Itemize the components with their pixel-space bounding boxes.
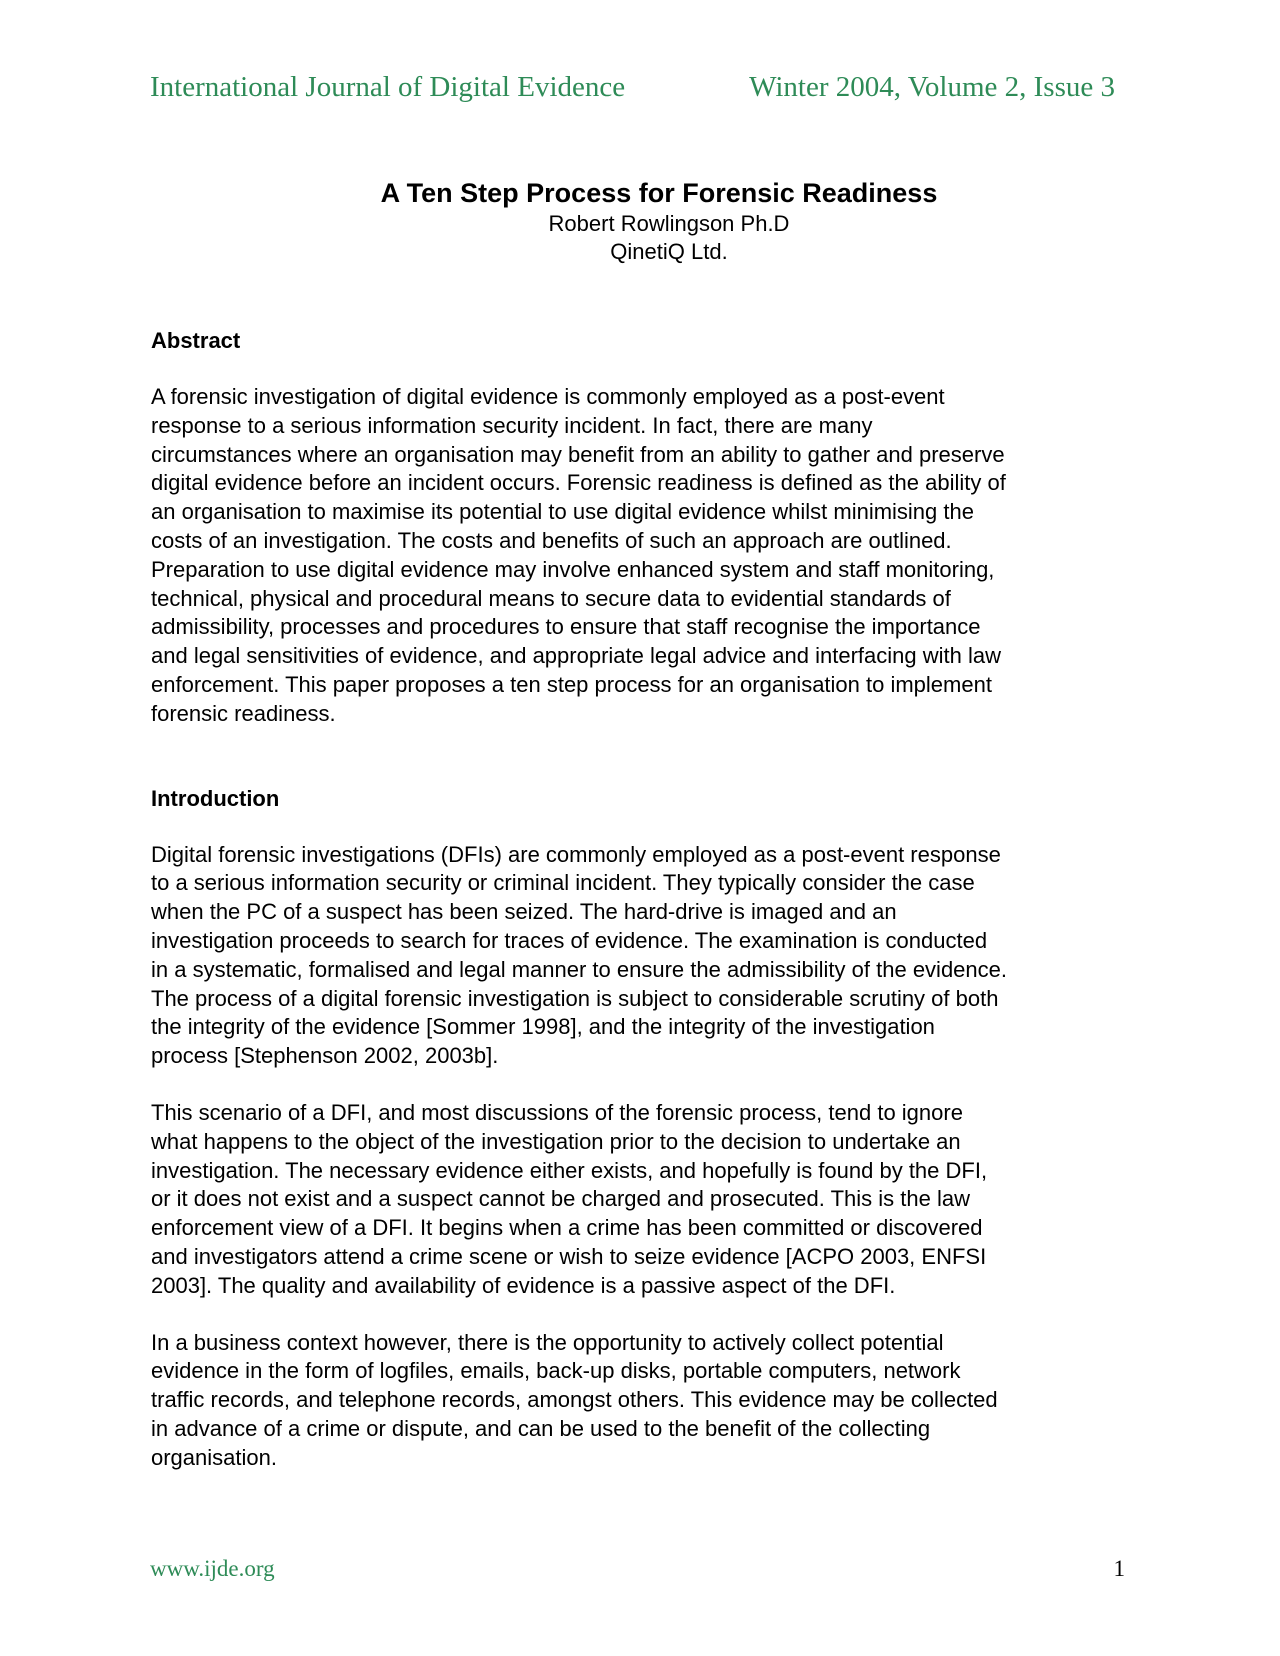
intro-paragraph-2: This scenario of a DFI, and most discussions of the forensic process, tend to ignore what happens to the object of the investigation prior to the decision to undertake an investigation. The necessary evidence either exists, and hopefully is found by the DFI, or it does not exist and a suspect cannot be charged and prosecuted. This is the law enforcement view of a DFI. It begins when a crime has been committed or discovered and investigators attend a crime scene or wish to seize evidence [ACPO 2003, ENFSI 2003]. The quality and availability of evidence is a passive aspect of the DFI. [151, 1099, 988, 1298]
paper-title: A Ten Step Process for Forensic Readiness [380, 178, 938, 208]
abstract-heading: Abstract [151, 328, 241, 353]
section-spacer [151, 729, 1136, 785]
intro-paragraph-3: In a business context however, there is the opportunity to actively collect potential evidence in the form of logfiles, emails, back-up disks, portable computers, network traffic records, and telephone records, amongst others. This evidence may be collected in advance of a crime or dispute, and can be used to the benefit of the collecting organisation. [151, 1329, 998, 1470]
page-footer [150, 1556, 1125, 1582]
journal-name: International Journal of Digital Evidence [150, 71, 626, 103]
paragraph-spacer [151, 1071, 1136, 1099]
title-block [0, 176, 1280, 266]
introduction-heading: Introduction [151, 785, 280, 811]
running-header [150, 72, 1115, 104]
journal-website-link[interactable]: www.ijde.org [150, 1556, 275, 1581]
paper-body [151, 327, 1136, 1473]
paragraph-spacer [151, 1301, 1136, 1329]
intro-paragraph-1: Digital forensic investigations (DFIs) are commonly employed as a post-event response to a serious information security or criminal incident. They typically consider the case when the PC of a suspect has been seized. The hard-drive is imaged and an investigation proceeds to search for traces of evidence. The examination is conducted in a systematic, formalised and legal manner to ensure the admissibility of the evidence. The process of a digital forensic investigation is subject to considerable scrutiny of both the integrity of the evidence [Sommer 1998], and the integrity of the investigation process [Stephenson 2002, 2003b]. [151, 841, 1007, 1069]
author-name: Robert Rowlingson Ph.D [548, 211, 790, 236]
issue-info: Winter 2004, Volume 2, Issue 3 [749, 71, 1115, 103]
page-number: 1 [1113, 1556, 1125, 1581]
author-affiliation: QinetiQ Ltd. [610, 239, 728, 264]
abstract-text: A forensic investigation of digital evidence is commonly employed as a post-event response to a serious information security incident. In fact, there are many circumstances where an organisation may benefit from an ability to gather and preserve digital evidence before an incident occurs. Forensic readiness is defined as the ability of an organisation to maximise its potential to use digital evidence whilst minimising the costs of an investigation. The costs and benefits of such an approach are outlined. Preparation to use digital evidence may involve enhanced system and staff monitoring, technical, physical and procedural means to secure data to evidential standards of admissibility, processes and procedures to ensure that staff recognise the importance and legal sensitivities of evidence, and appropriate legal advice and interfacing with law enforcement. This paper proposes a ten step process for an organisation to implement forensic readiness. [151, 384, 1006, 726]
